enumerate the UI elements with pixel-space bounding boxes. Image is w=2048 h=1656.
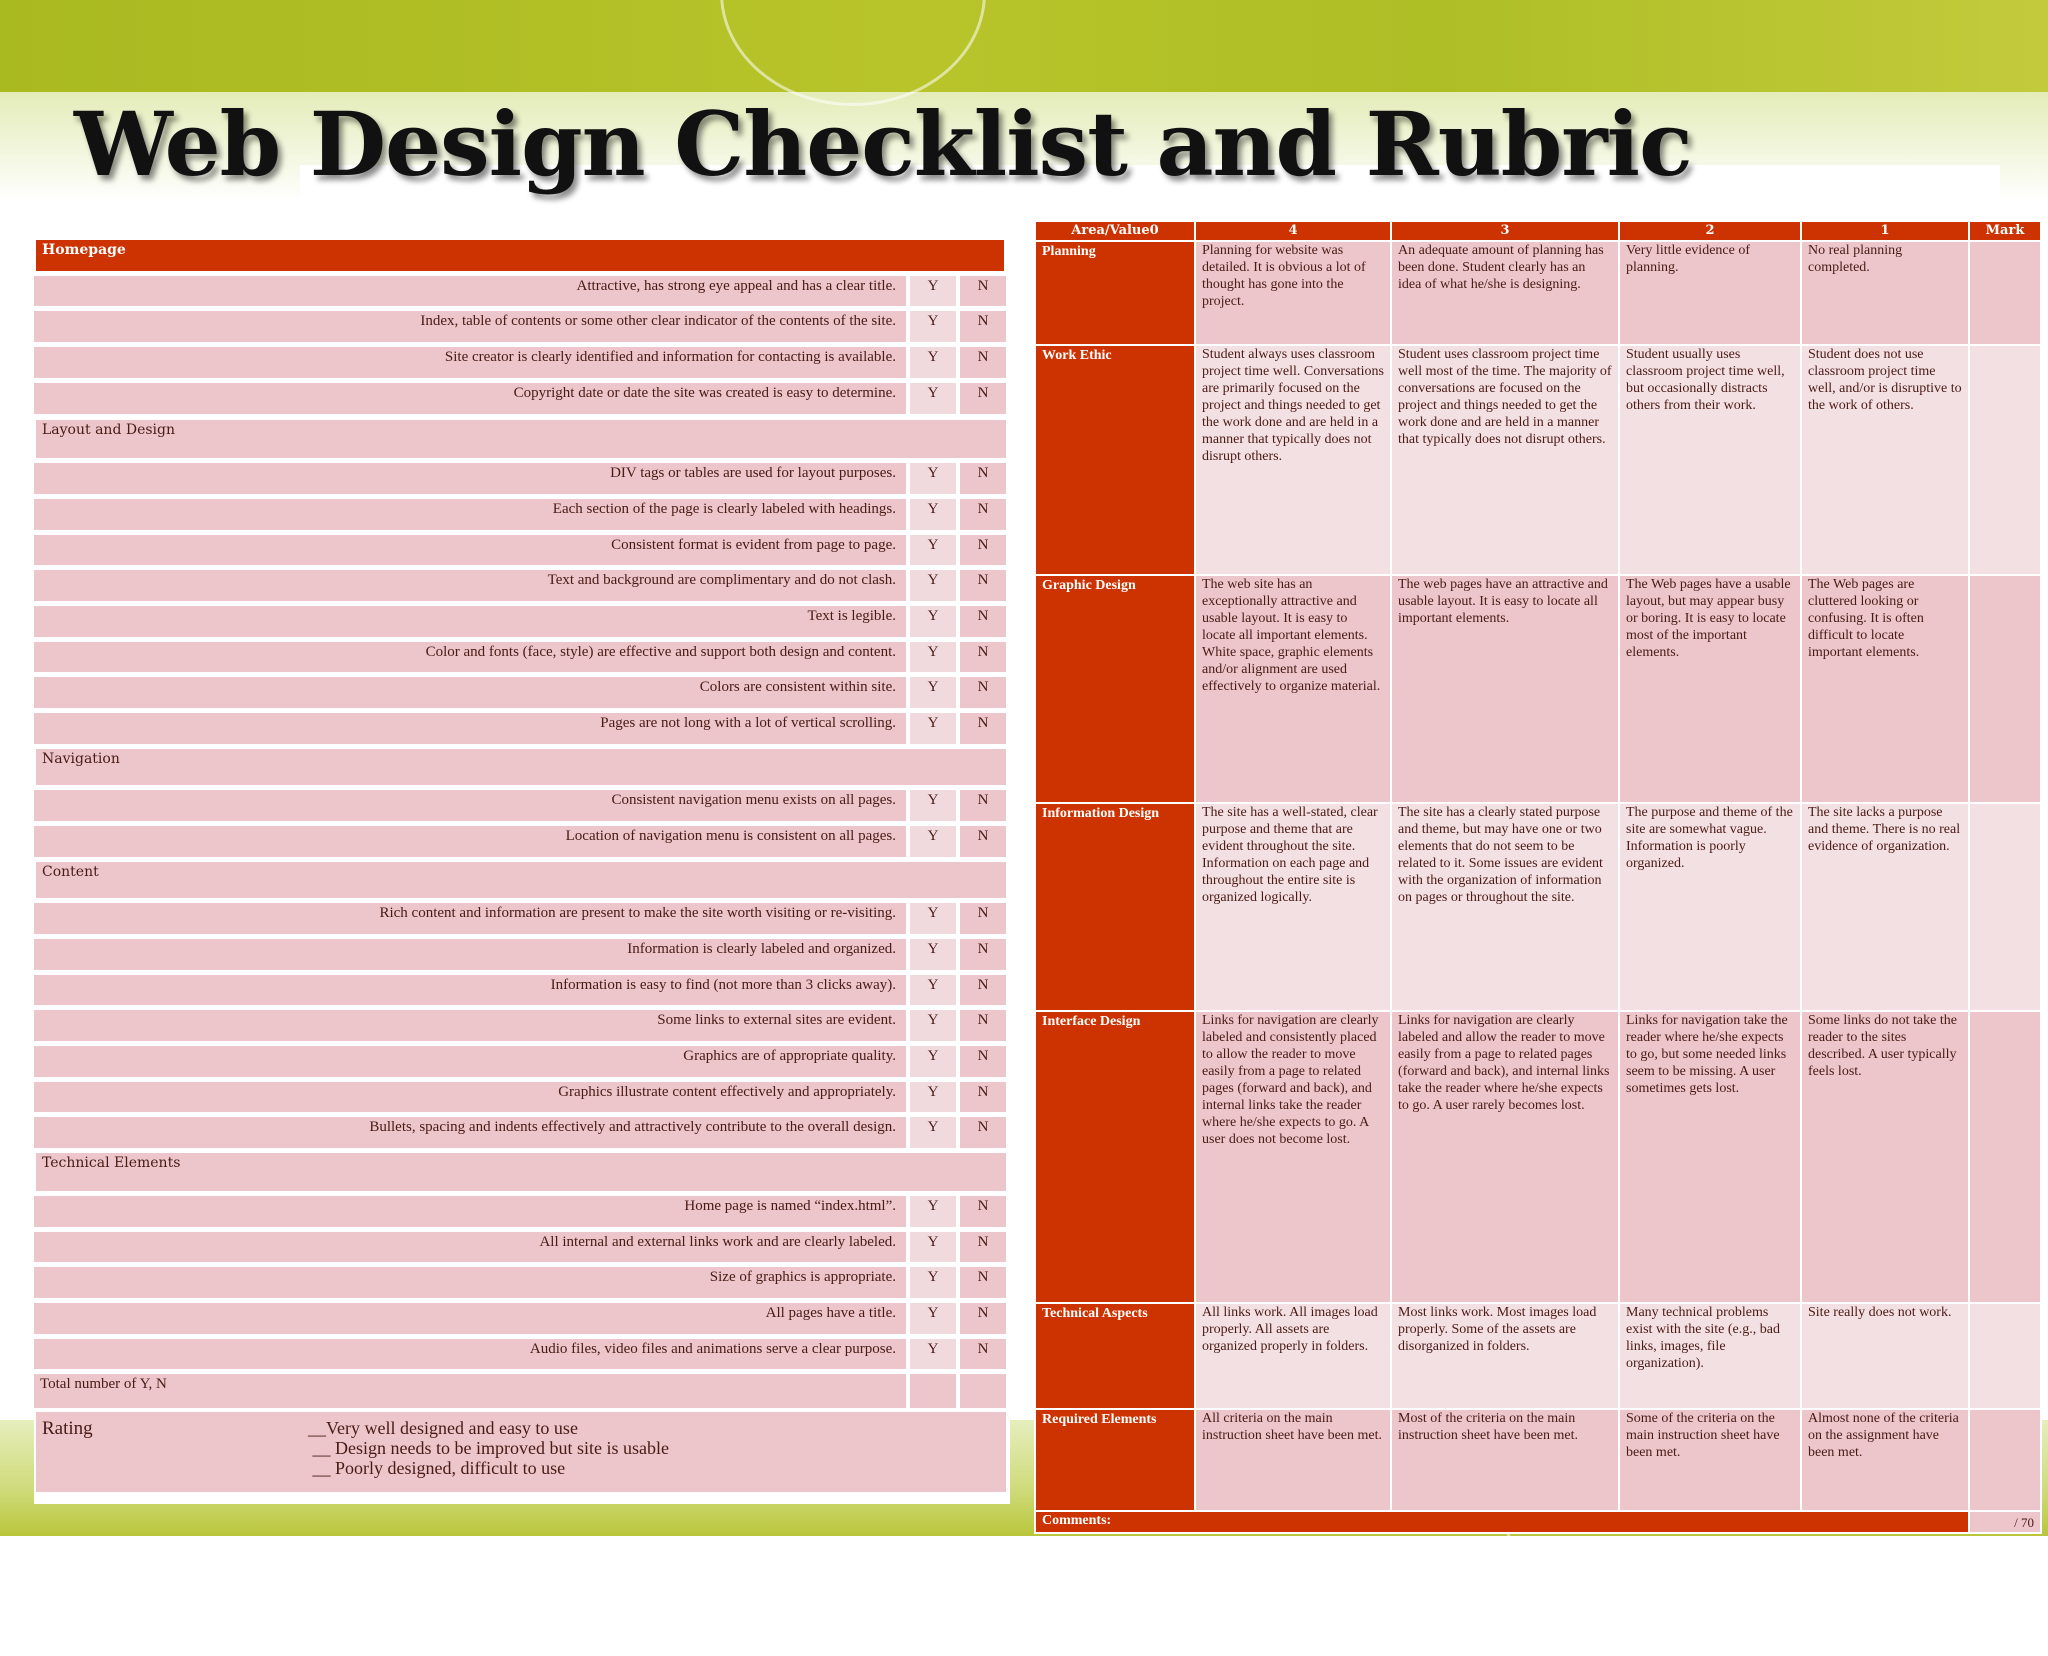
rubric-cell: Many technical problems exist with the site (e.g., bad links, images, file organization). (1620, 1304, 1800, 1408)
rubric-cell: The site has a clearly stated purpose and theme, but may have one or two elements that do not seem to be related to it. Some issues are evident with the organization of information on pages or throughout the site. (1392, 804, 1618, 1010)
checklist-item-label: Colors are consistent within site. (34, 677, 906, 708)
yes-checkbox[interactable]: Y (910, 1117, 956, 1148)
no-checkbox[interactable]: N (960, 1303, 1006, 1334)
checklist-row (34, 1267, 1008, 1298)
mark-input[interactable] (1970, 1012, 2040, 1302)
checklist-row (34, 903, 1008, 934)
no-checkbox[interactable]: N (960, 713, 1006, 744)
rubric-table (1034, 222, 2042, 1534)
rating-label: Rating (42, 1418, 93, 1439)
rubric-header-2: 2 (1620, 222, 1800, 240)
yes-checkbox[interactable]: Y (910, 570, 956, 601)
rubric-cell: Very little evidence of planning. (1620, 242, 1800, 344)
total-yes-field[interactable] (910, 1374, 956, 1408)
checklist-section-navigation: Navigation (36, 749, 1006, 785)
checklist-item-label: Color and fonts (face, style) are effective and support both design and content. (34, 642, 906, 672)
no-checkbox[interactable]: N (960, 642, 1006, 672)
rubric-cell: The web pages have an attractive and usable layout. It is easy to locate all important elements. (1392, 576, 1618, 802)
yes-checkbox[interactable]: Y (910, 1232, 956, 1262)
checklist-row (34, 1339, 1008, 1369)
rubric-header-mark: Mark (1970, 222, 2040, 240)
rating-option[interactable]: __Very well designed and easy to use (308, 1418, 578, 1438)
checklist-row (34, 1046, 1008, 1077)
checklist-section-layout: Layout and Design (36, 420, 1006, 458)
rubric-cell: Almost none of the criteria on the assignment have been met. (1802, 1410, 1968, 1510)
rubric-cell: Some of the criteria on the main instruction sheet have been met. (1620, 1410, 1800, 1510)
no-checkbox[interactable]: N (960, 347, 1006, 378)
rubric-header-3: 3 (1392, 222, 1618, 240)
yes-checkbox[interactable]: Y (910, 311, 956, 342)
checklist-row (34, 606, 1008, 637)
checklist-row (34, 1010, 1008, 1041)
checklist-section-technical: Technical Elements (36, 1153, 1006, 1191)
checklist-row (34, 347, 1008, 378)
no-checkbox[interactable]: N (960, 903, 1006, 934)
checklist-row (34, 535, 1008, 565)
yes-checkbox[interactable]: Y (910, 642, 956, 672)
checklist-item-label: Some links to external sites are evident. (34, 1010, 906, 1041)
checklist-item-label: Audio files, video files and animations serve a clear purpose. (34, 1339, 906, 1369)
checklist-row (34, 1196, 1008, 1227)
checklist-item-label: Each section of the page is clearly labeled with headings. (34, 499, 906, 530)
checklist-total-row (34, 1374, 1008, 1408)
no-checkbox[interactable]: N (960, 535, 1006, 565)
no-checkbox[interactable]: N (960, 1046, 1006, 1077)
rubric-cell: Student usually uses classroom project time well, but occasionally distracts others from their work. (1620, 346, 1800, 574)
checklist-item-label: DIV tags or tables are used for layout purposes. (34, 463, 906, 494)
rating-options (308, 1412, 669, 1492)
rubric-cell: Student uses classroom project time well most of the time. The majority of conversations are focused on the project and things needed to get the work done and are held in a manner that typically does not disrupt others. (1392, 346, 1618, 574)
header-band (0, 0, 2048, 92)
checklist-row (34, 570, 1008, 601)
rubric-cell: Links for navigation are clearly labeled and consistently placed to allow the reader to move easily from a page to related pages (forward and back), and internal links take the reader where he/she expects to go. A user does not become lost. (1196, 1012, 1390, 1302)
checklist-item-label: Rich content and information are present to make the site worth visiting or re-visiting. (34, 903, 906, 934)
yes-checkbox[interactable]: Y (910, 677, 956, 708)
no-checkbox[interactable]: N (960, 1339, 1006, 1369)
yes-checkbox[interactable]: Y (910, 975, 956, 1005)
total-score: / 70 (1970, 1512, 2040, 1532)
yes-checkbox[interactable]: Y (910, 1046, 956, 1077)
rubric-cell: Planning for website was detailed. It is obvious a lot of thought has gone into the project. (1196, 242, 1390, 344)
checklist-item-label: Site creator is clearly identified and information for contacting is available. (34, 347, 906, 378)
yes-checkbox[interactable]: Y (910, 1303, 956, 1334)
yes-checkbox[interactable]: Y (910, 606, 956, 637)
yes-checkbox[interactable]: Y (910, 790, 956, 821)
rubric-cell: Most links work. Most images load properly. Some of the assets are disorganized in folders. (1392, 1304, 1618, 1408)
checklist-item-label: Text and background are complimentary and do not clash. (34, 570, 906, 601)
checklist-row (34, 1232, 1008, 1262)
checklist-item-label: Information is clearly labeled and organized. (34, 939, 906, 970)
yes-checkbox[interactable]: Y (910, 463, 956, 494)
yes-checkbox[interactable]: Y (910, 499, 956, 530)
no-checkbox[interactable]: N (960, 383, 1006, 414)
checklist-row (34, 939, 1008, 970)
rubric-cell: The Web pages have a usable layout, but may appear busy or boring. It is easy to locate most of the important elements. (1620, 576, 1800, 802)
checklist-row (34, 826, 1008, 857)
checklist-row (34, 642, 1008, 672)
mark-input[interactable] (1970, 1304, 2040, 1408)
checklist-item-label: All internal and external links work and are clearly labeled. (34, 1232, 906, 1262)
no-checkbox[interactable]: N (960, 975, 1006, 1005)
yes-checkbox[interactable]: Y (910, 939, 956, 970)
checklist-row (34, 1303, 1008, 1334)
checklist-section-content: Content (36, 862, 1006, 898)
checklist-item-label: Bullets, spacing and indents effectively and attractively contribute to the overall design. (34, 1117, 906, 1148)
checklist-item-label: Home page is named “index.html”. (34, 1196, 906, 1227)
mark-input[interactable] (1970, 804, 2040, 1010)
yes-checkbox[interactable]: Y (910, 713, 956, 744)
rubric-cell: Site really does not work. (1802, 1304, 1968, 1408)
checklist-item-label: Pages are not long with a lot of vertical scrolling. (34, 713, 906, 744)
total-no-field[interactable] (960, 1374, 1006, 1408)
checklist-item-label: Information is easy to find (not more than 3 clicks away). (34, 975, 906, 1005)
checklist-row (34, 713, 1008, 744)
checklist-item-label: Graphics illustrate content effectively and appropriately. (34, 1082, 906, 1112)
no-checkbox[interactable]: N (960, 826, 1006, 857)
checklist-section-homepage: Homepage (36, 240, 1004, 271)
checklist-row (34, 1117, 1008, 1148)
rating-option[interactable]: __ Poorly designed, difficult to use (308, 1458, 566, 1478)
no-checkbox[interactable]: N (960, 1232, 1006, 1262)
checklist-row (34, 790, 1008, 821)
rubric-cell: Student always uses classroom project time well. Conversations are primarily focused on the project and things needed to get the work done and are held in a manner that typically does not disrupt others. (1196, 346, 1390, 574)
no-checkbox[interactable]: N (960, 1082, 1006, 1112)
rubric-area-planning: Planning (1036, 242, 1194, 344)
rubric-header-1: 1 (1802, 222, 1968, 240)
rubric-cell: Some links do not take the reader to the sites described. A user typically feels lost. (1802, 1012, 1968, 1302)
mark-input[interactable] (1970, 346, 2040, 574)
checklist-row (34, 311, 1008, 342)
rubric-area-information-design: Information Design (1036, 804, 1194, 1010)
no-checkbox[interactable]: N (960, 1196, 1006, 1227)
rubric-cell: An adequate amount of planning has been done. Student clearly has an idea of what he/she is designing. (1392, 242, 1618, 344)
rubric-cell: Student does not use classroom project time well, and/or is disruptive to the work of others. (1802, 346, 1968, 574)
checklist-row (34, 383, 1008, 414)
rating-row (36, 1412, 1006, 1492)
yes-checkbox[interactable]: Y (910, 903, 956, 934)
checklist-item-label: Graphics are of appropriate quality. (34, 1046, 906, 1077)
rubric-cell: The site has a well-stated, clear purpose and theme that are evident throughout the site. Information on each page and throughout the entire site is organized logically. (1196, 804, 1390, 1010)
yes-checkbox[interactable]: Y (910, 347, 956, 378)
rubric-cell: Links for navigation are clearly labeled and allow the reader to move easily from a page to related pages (forward and back), and internal links take the reader where he/she expects to go. A user rarely becomes lost. (1392, 1012, 1618, 1302)
rubric-area-technical-aspects: Technical Aspects (1036, 1304, 1194, 1408)
checklist-item-label: Consistent navigation menu exists on all pages. (34, 790, 906, 821)
rubric-area-required-elements: Required Elements (1036, 1410, 1194, 1510)
checklist-item-label: Size of graphics is appropriate. (34, 1267, 906, 1298)
rubric-area-interface-design: Interface Design (1036, 1012, 1194, 1302)
yes-checkbox[interactable]: Y (910, 276, 956, 306)
yes-checkbox[interactable]: Y (910, 1196, 956, 1227)
rating-option[interactable]: __ Design needs to be improved but site is usable (308, 1438, 669, 1458)
checklist-row (34, 276, 1008, 306)
checklist-row (34, 975, 1008, 1005)
no-checkbox[interactable]: N (960, 606, 1006, 637)
yes-checkbox[interactable]: Y (910, 1339, 956, 1369)
rubric-cell: All links work. All images load properly. All assets are organized properly in folders. (1196, 1304, 1390, 1408)
yes-checkbox[interactable]: Y (910, 1267, 956, 1298)
no-checkbox[interactable]: N (960, 570, 1006, 601)
rubric-header-area: Area/Value0 (1036, 222, 1194, 240)
no-checkbox[interactable]: N (960, 1267, 1006, 1298)
no-checkbox[interactable]: N (960, 499, 1006, 530)
checklist-row (34, 1082, 1008, 1112)
mark-input[interactable] (1970, 242, 2040, 344)
rubric-area-work-ethic: Work Ethic (1036, 346, 1194, 574)
checklist-table (34, 240, 1010, 1504)
total-label: Total number of Y, N (34, 1374, 906, 1408)
rubric-cell: Most of the criteria on the main instruction sheet have been met. (1392, 1410, 1618, 1510)
yes-checkbox[interactable]: Y (910, 1010, 956, 1041)
no-checkbox[interactable]: N (960, 1117, 1006, 1148)
checklist-item-label: All pages have a title. (34, 1303, 906, 1334)
checklist-item-label: Attractive, has strong eye appeal and has a clear title. (34, 276, 906, 306)
rubric-header-4: 4 (1196, 222, 1390, 240)
checklist-item-label: Copyright date or date the site was created is easy to determine. (34, 383, 906, 414)
no-checkbox[interactable]: N (960, 677, 1006, 708)
no-checkbox[interactable]: N (960, 311, 1006, 342)
yes-checkbox[interactable]: Y (910, 826, 956, 857)
rubric-area-graphic-design: Graphic Design (1036, 576, 1194, 802)
rubric-cell: The Web pages are cluttered looking or confusing. It is often difficult to locate important elements. (1802, 576, 1968, 802)
rubric-cell: All criteria on the main instruction sheet have been met. (1196, 1410, 1390, 1510)
comments-label[interactable]: Comments: (1036, 1512, 1968, 1532)
checklist-row (34, 677, 1008, 708)
page-title: Web Design Checklist and Rubric (74, 92, 1692, 196)
no-checkbox[interactable]: N (960, 463, 1006, 494)
no-checkbox[interactable]: N (960, 1010, 1006, 1041)
checklist-item-label: Location of navigation menu is consistent on all pages. (34, 826, 906, 857)
checklist-item-label: Index, table of contents or some other clear indicator of the contents of the site. (34, 311, 906, 342)
checklist-row (34, 499, 1008, 530)
rubric-cell: Links for navigation take the reader where he/she expects to go, but some needed links seem to be missing. A user sometimes gets lost. (1620, 1012, 1800, 1302)
no-checkbox[interactable]: N (960, 790, 1006, 821)
rubric-cell: The purpose and theme of the site are somewhat vague. Information is poorly organized. (1620, 804, 1800, 1010)
mark-input[interactable] (1970, 1410, 2040, 1510)
rubric-cell: No real planning completed. (1802, 242, 1968, 344)
no-checkbox[interactable]: N (960, 939, 1006, 970)
no-checkbox[interactable]: N (960, 276, 1006, 306)
checklist-item-label: Consistent format is evident from page to page. (34, 535, 906, 565)
rubric-cell: The site lacks a purpose and theme. There is no real evidence of organization. (1802, 804, 1968, 1010)
checklist-row (34, 463, 1008, 494)
rubric-cell: The web site has an exceptionally attractive and usable layout. It is easy to locate all important elements. White space, graphic elements and/or alignment are used effectively to organize material. (1196, 576, 1390, 802)
yes-checkbox[interactable]: Y (910, 535, 956, 565)
checklist-item-label: Text is legible. (34, 606, 906, 637)
yes-checkbox[interactable]: Y (910, 383, 956, 414)
yes-checkbox[interactable]: Y (910, 1082, 956, 1112)
mark-input[interactable] (1970, 576, 2040, 802)
